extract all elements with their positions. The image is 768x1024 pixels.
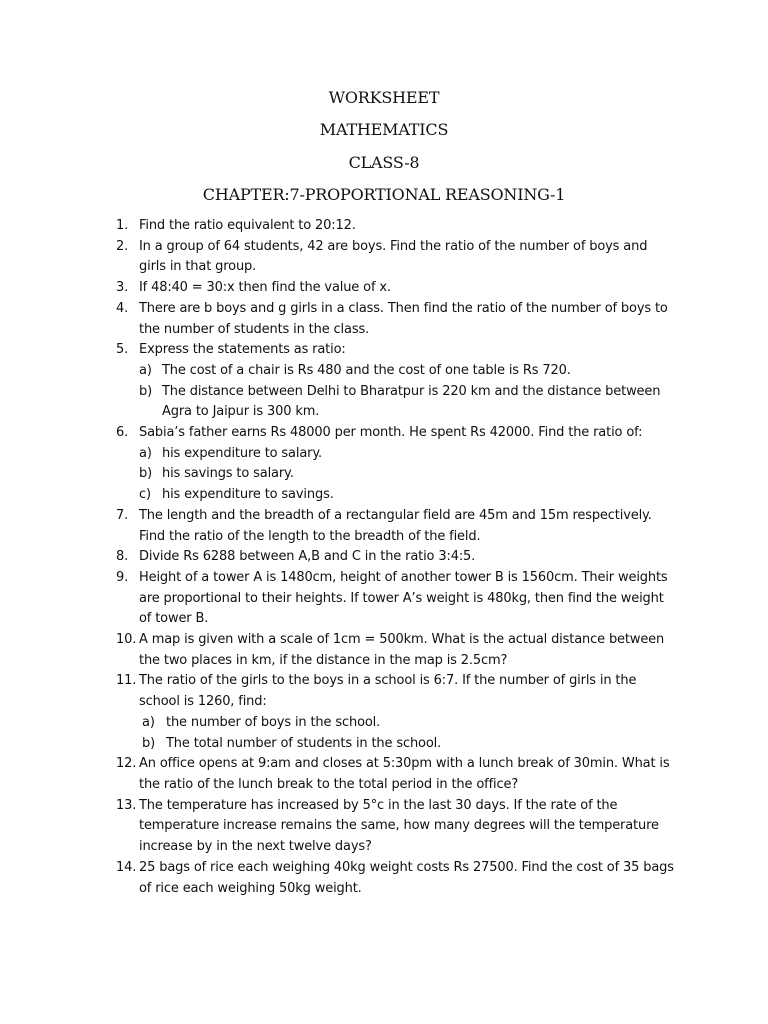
question-number: 9. [116,569,129,585]
question-number: 12. [116,756,137,772]
question-text: The temperature has increased by 5°c in the last 30 days. If the rate of the temperature increase remains the same, how many degrees will the temperature increase by in the next twelve days? [139,797,659,855]
sub-question-b [139,734,676,755]
sub-question-list [139,713,676,754]
question-number: 3. [116,280,129,296]
question-8 [116,547,676,568]
sub-question-text: The total number of students in the school. [166,735,442,751]
question-13 [116,796,676,858]
question-text: An office opens at 9:am and closes at 5:30pm with a lunch break of 30min. What is the ratio of the lunch break to the total period in the office? [139,756,670,792]
question-text: Sabia’s father earns Rs 48000 per month. He spent Rs 42000. Find the ratio of: [139,425,643,441]
question-text: Express the statements as ratio: [139,342,346,358]
class-title: CLASS-8 [348,152,420,172]
question-6 [116,423,676,506]
sub-question-b [139,382,676,423]
question-number: 6. [116,425,129,441]
question-number: 1. [116,218,129,233]
worksheet-title: WORKSHEET [328,88,440,107]
question-10 [116,630,676,671]
question-7 [116,506,676,547]
subject-title: MATHEMATICS [319,120,449,140]
question-number: 11. [116,673,137,689]
sub-question-text: The cost of a chair is Rs 480 and the cost of one table is Rs 720. [162,362,571,378]
sub-question-text: the number of boys in the school. [166,714,381,730]
sub-question-text: his savings to salary. [162,466,294,482]
question-text: Find the ratio equivalent to 20:12. [139,218,356,233]
sub-question-letter: a) [142,714,155,730]
question-1 [116,216,676,237]
sub-question-letter: b) [139,466,153,482]
sub-question-text: The distance between Delhi to Bharatpur is 220 km and the distance between Agra to Jaipur is 300 km. [162,383,661,420]
question-number: 4. [116,300,129,316]
question-text: If 48:40 = 30:x then find the value of x. [139,280,391,296]
question-3 [116,278,676,299]
question-number: 8. [116,549,129,565]
sub-question-list [139,444,676,506]
sub-question-text: his expenditure to salary. [162,445,323,461]
sub-question-list [139,361,676,423]
sub-question-letter: b) [139,383,153,399]
question-number: 5. [116,342,129,358]
question-text: In a group of 64 students, 42 are boys. Find the ratio of the number of boys and girls in that group. [139,238,648,275]
question-number: 7. [116,507,129,523]
sub-question-letter: a) [139,362,152,378]
question-text: Divide Rs 6288 between A,B and C in the ratio 3:4:5. [139,549,476,565]
question-text: 25 bags of rice each weighing 40kg weight costs Rs 27500. Find the cost of 35 bags of rice each weighing 50kg weight. [139,859,674,896]
question-text: The ratio of the girls to the boys in a school is 6:7. If the number of girls in the school is 1260, find: [139,673,637,710]
question-4 [116,299,676,340]
question-12 [116,754,676,795]
worksheet-header [0,85,768,214]
question-11 [116,671,676,754]
sub-question-a [139,713,676,734]
sub-question-c [139,485,676,506]
question-list [116,216,676,899]
question-text: Height of a tower A is 1480cm, height of another tower B is 1560cm. Their weights are proportional to their heights. If tower A’s weight is 480kg, then find the weight of tower B. [139,569,668,627]
sub-question-letter: b) [142,735,156,751]
question-5 [116,340,676,423]
question-number: 10. [116,632,137,648]
question-9 [116,568,676,630]
sub-question-letter: a) [139,445,152,461]
sub-question-b [139,464,676,485]
sub-question-a [139,361,676,382]
question-14 [116,858,676,899]
question-number: 14. [116,859,137,875]
question-text: The length and the breadth of a rectangular field are 45m and 15m respectively. Find the ratio of the length to the breadth of the field. [139,507,652,544]
sub-question-text: his expenditure to savings. [162,487,334,503]
sub-question-a [139,444,676,465]
sub-question-letter: c) [139,487,151,503]
question-text: A map is given with a scale of 1cm = 500km. What is the actual distance between the two places in km, if the distance in the map is 2.5cm? [139,632,665,668]
question-number: 2. [116,238,129,254]
question-2 [116,237,676,278]
chapter-title: CHAPTER:7-PROPORTIONAL REASONING-1 [202,184,566,204]
question-number: 13. [116,797,137,813]
question-text: There are b boys and g girls in a class. Then find the ratio of the number of boys to the number of students in the class. [139,300,668,337]
